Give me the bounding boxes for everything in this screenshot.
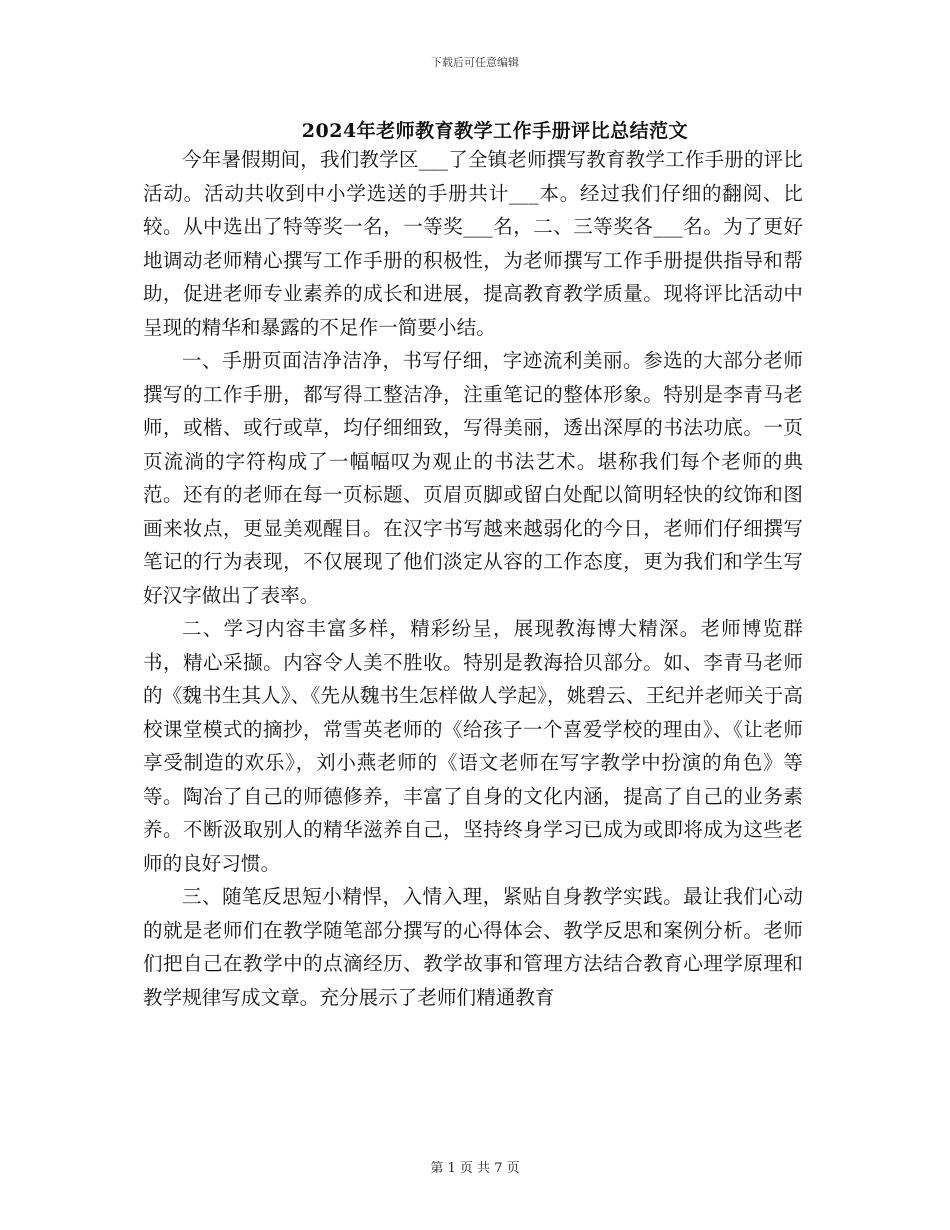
paragraph-intro: 今年暑假期间，我们教学区___了全镇老师撰写教育教学工作手册的评比活动。活动共收到中小学选送的手册共计___本。经过我们仔细的翻阅、比较。从中选出了特等奖一名，一等奖___名，二、三等奖各___名。为了更好地调动老师精心撰写工作手册的积极性，为老师撰写工作手册提供指导和帮助，促进老师专业素养的成长和进展，提高教育教学质量。现将评比活动中呈现的精华和暴露的不足作一简要小结。 bbox=[143, 148, 803, 339]
document-body bbox=[143, 143, 803, 1014]
header-note: 下载后可任意编辑 bbox=[431, 56, 519, 69]
paragraph-section-2: 二、学习内容丰富多样，精彩纷呈，展现教海博大精深。老师博览群书，精心采撷。内容令人美不胜收。特别是教海拾贝部分。如、李青马老师的《魏书生其人》、《先从魏书生怎样做人学起》，姚碧云、王纪并老师关于高校课堂模式的摘抄，常雪英老师的《给孩子一个喜爱学校的理由》、《让老师享受制造的欢乐》，刘小燕老师的《语文老师在写字教学中扮演的角色》等等。陶冶了自己的师德修养，丰富了自身的文化内涵，提高了自己的业务素养。不断汲取别人的精华滋养自己，坚持终身学习已成为或即将成为这些老师的良好习惯。 bbox=[143, 617, 803, 875]
paragraph-section-3: 三、随笔反思短小精悍，入情入理，紧贴自身教学实践。最让我们心动的就是老师们在教学随笔部分撰写的心得体会、教学反思和案例分析。老师们把自己在教学中的点滴经历、教学故事和管理方法结合教育心理学原理和教学规律写成文章。充分展示了老师们精通教育 bbox=[143, 885, 803, 1009]
document-title: 2024年老师教育教学工作手册评比总结范文 bbox=[301, 120, 689, 142]
page-footer: 第 1 页 共 7 页 bbox=[430, 1161, 520, 1176]
paragraph-section-1: 一、手册页面洁净洁净，书写仔细，字迹流利美丽。参选的大部分老师撰写的工作手册，都写得工整洁净，注重笔记的整体形象。特别是李青马老师，或楷、或行或草，均仔细细致，写得美丽，透出深厚的书法功底。一页页流淌的字符构成了一幅幅叹为观止的书法艺术。堪称我们每个老师的典范。还有的老师在每一页标题、页眉页脚或留白处配以简明轻快的纹饰和图画来妆点，更显美观醒目。在汉字书写越来越弱化的今日，老师们仔细撰写笔记的行为表现，不仅展现了他们淡定从容的工作态度，更为我们和学生写好汉字做出了表率。 bbox=[143, 349, 803, 607]
